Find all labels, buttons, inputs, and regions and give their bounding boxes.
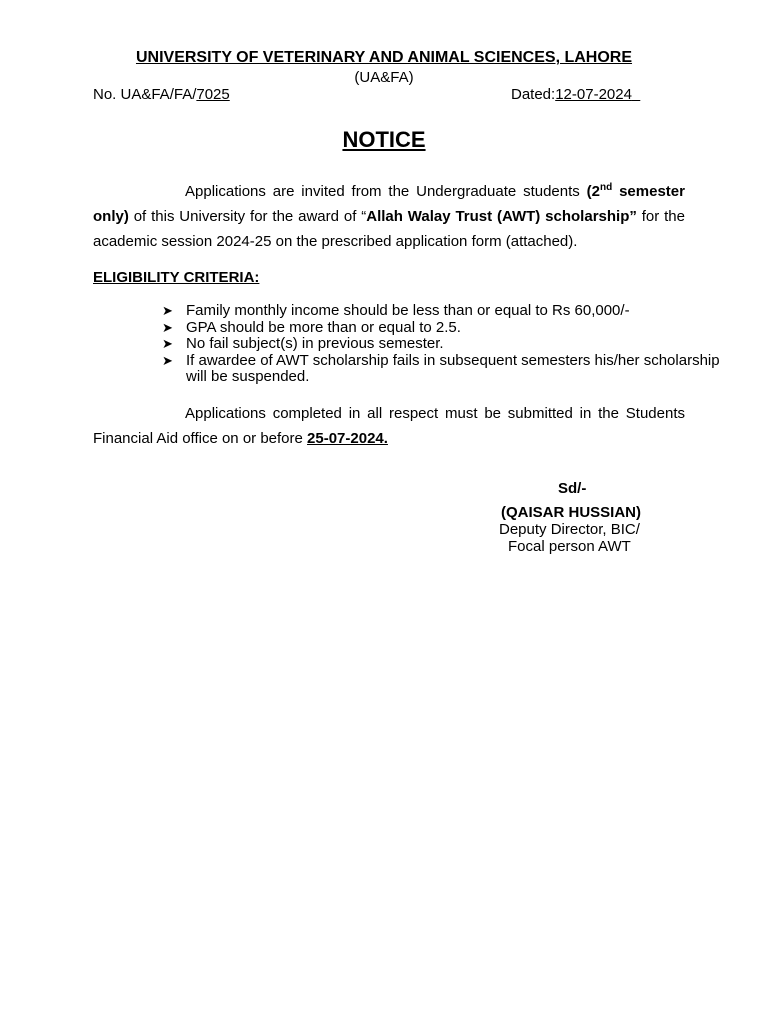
list-item: ➤ If awardee of AWT scholarship fails in subsequent semesters his/her scholarship will be suspended. (162, 351, 720, 385)
intro-semester-bold: (2nd semester only) (93, 182, 685, 225)
submission-deadline: 25-07-2024. (307, 430, 388, 447)
signatory-role: Focal person AWT (508, 538, 631, 555)
list-item: ➤ GPA should be more than or equal to 2.5. (162, 318, 461, 336)
notice-title: NOTICE (342, 127, 426, 152)
reference-number-value: 7025 (196, 86, 230, 103)
submission-paragraph (93, 401, 685, 451)
university-abbreviation: (UA&FA) (354, 69, 414, 86)
signed-mark: Sd/- (558, 480, 587, 497)
arrow-bullet-icon: ➤ (162, 336, 173, 351)
reference-prefix: No. UA&FA/FA/ (93, 86, 197, 103)
list-item: ➤ Family monthly income should be less than or equal to Rs 60,000/- (162, 302, 630, 319)
list-item: ➤ No fail subject(s) in previous semester. (162, 335, 444, 352)
intro-text-2: of this University for the award of “ (128, 208, 367, 225)
arrow-bullet-icon: ➤ (162, 352, 173, 368)
eligibility-heading: ELIGIBILITY CRITERIA: (93, 269, 260, 286)
intro-text-1: Applications are invited from the Undergraduate students (185, 183, 587, 200)
intro-text-3: for the academic session 2024-25 on the prescribed application form (attached). (93, 208, 685, 250)
arrow-bullet-icon: ➤ (162, 319, 173, 335)
submission-text: Applications completed in all respect must be submitted in the Students Financial Aid office on or before (93, 405, 685, 447)
date-value: 12-07-2024 (555, 86, 632, 103)
date-label: Dated: (511, 86, 556, 103)
intro-scholarship-name: Allah Walay Trust (AWT) scholarship” (366, 208, 637, 225)
intro-paragraph (93, 175, 685, 254)
intro-ordinal-sup: nd (600, 182, 613, 193)
signatory-name: (QAISAR HUSSIAN) (501, 504, 642, 521)
signatory-designation: Deputy Director, BIC/ (499, 521, 640, 538)
notice-date (511, 86, 640, 103)
eligibility-list (162, 303, 722, 386)
arrow-bullet-icon: ➤ (162, 303, 173, 318)
reference-number (93, 86, 230, 103)
university-name: UNIVERSITY OF VETERINARY AND ANIMAL SCIENCES, LAHORE (135, 49, 633, 66)
